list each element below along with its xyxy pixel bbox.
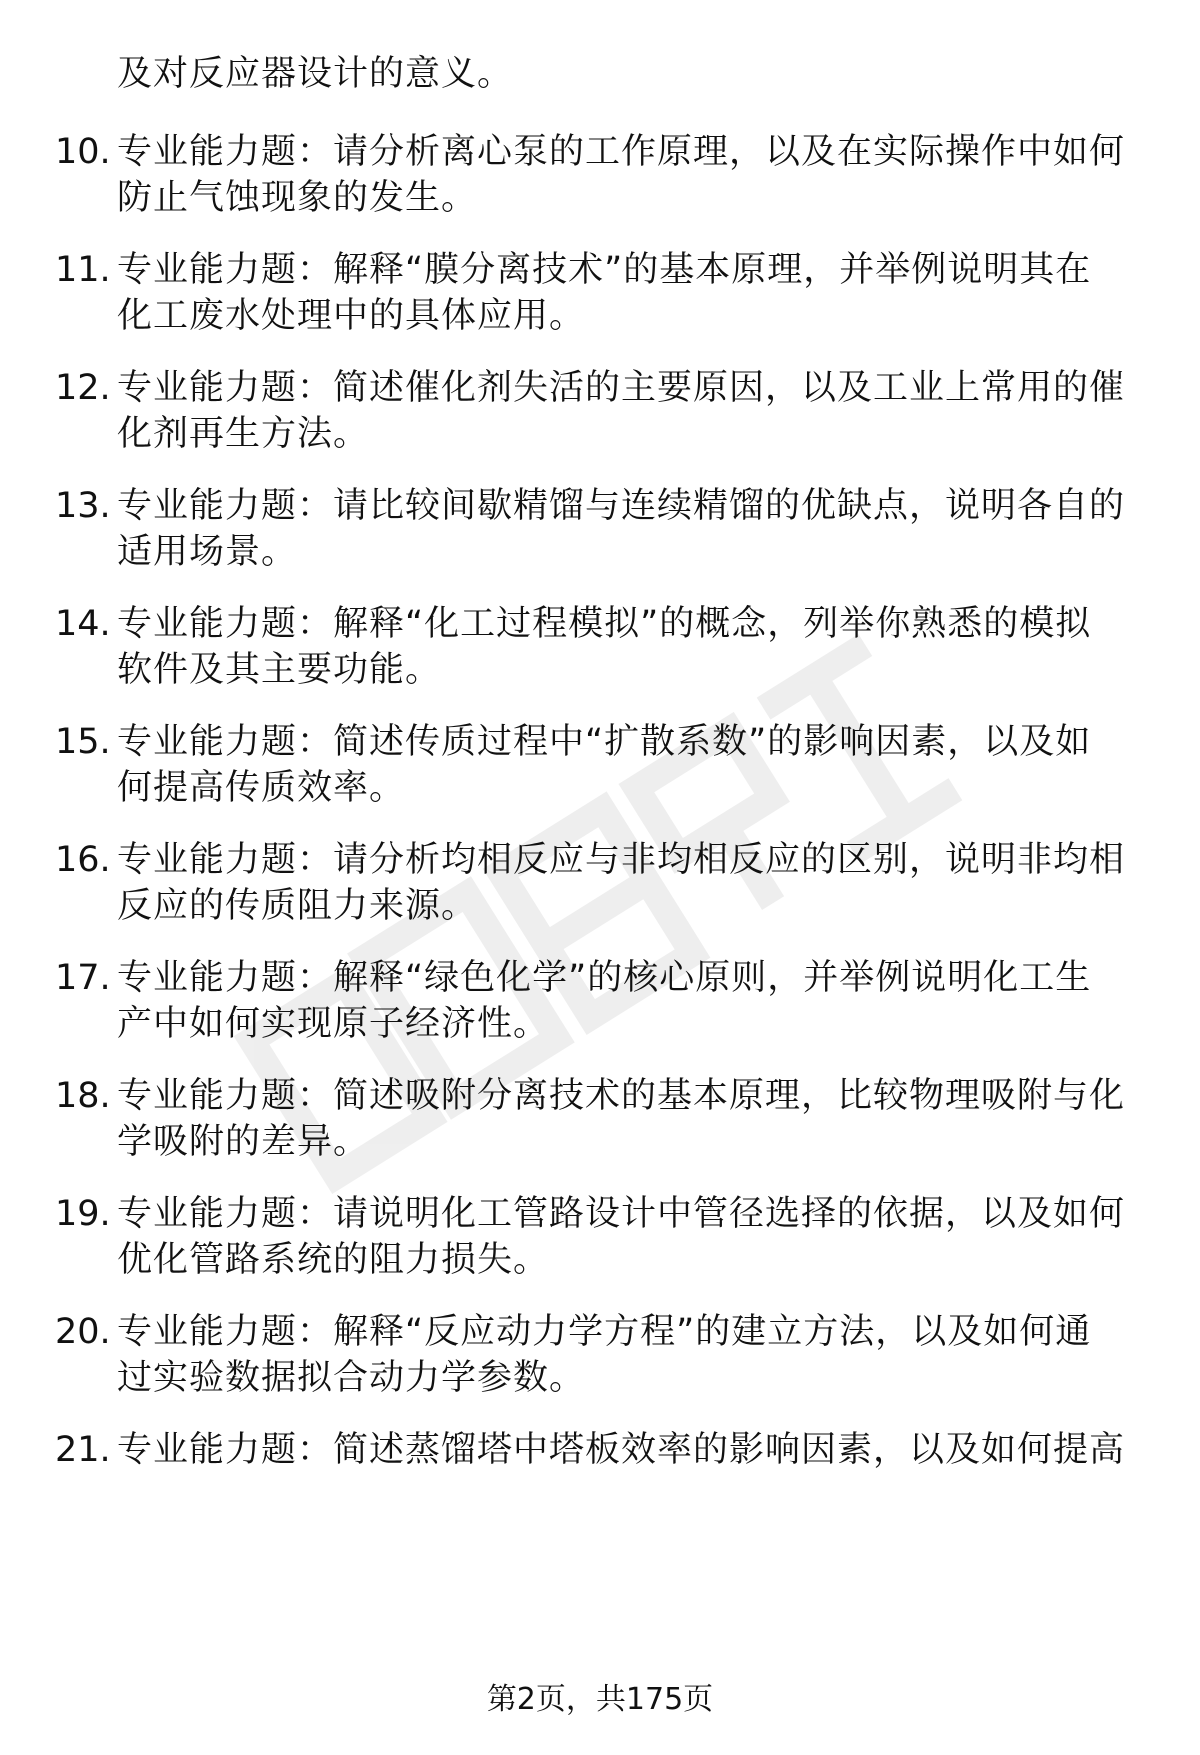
- item-number: 15.: [55, 722, 111, 762]
- item-text-line-2: 产中如何实现原子经济性。: [117, 1004, 550, 1044]
- item-text-line-2: 反应的传质阻力来源。: [117, 886, 478, 926]
- item-text-line-1: 专业能力题：简述催化剂失活的主要原因，以及工业上常用的催: [117, 368, 1126, 408]
- item-text-line-2: 何提高传质效率。: [117, 768, 406, 808]
- item-text-line-2: 防止气蚀现象的发生。: [117, 178, 478, 218]
- item-text-line-1: 专业能力题：请比较间歇精馏与连续精馏的优缺点，说明各自的: [117, 486, 1126, 526]
- item-text-line-1: 专业能力题：简述蒸馏塔中塔板效率的影响因素，以及如何提高: [117, 1430, 1126, 1470]
- continuation-text: 及对反应器设计的意义。: [117, 54, 514, 94]
- item-text-line-1: 专业能力题：解释“膜分离技术”的基本原理，并举例说明其在: [117, 250, 1092, 290]
- item-text-line-2: 化剂再生方法。: [117, 414, 370, 454]
- item-text-line-1: 专业能力题：请说明化工管路设计中管径选择的依据，以及如何: [117, 1194, 1126, 1234]
- item-text-line-1: 专业能力题：解释“反应动力学方程”的建立方法，以及如何通: [117, 1312, 1092, 1352]
- item-text-line-1: 专业能力题：请分析均相反应与非均相反应的区别，说明非均相: [117, 840, 1126, 880]
- item-number: 14.: [55, 604, 111, 644]
- item-text-line-2: 优化管路系统的阻力损失。: [117, 1240, 550, 1280]
- item-text-line-1: 专业能力题：简述吸附分离技术的基本原理，比较物理吸附与化: [117, 1076, 1126, 1116]
- item-text-line-2: 过实验数据拟合动力学参数。: [117, 1358, 586, 1398]
- item-number: 21.: [55, 1430, 111, 1470]
- item-number: 19.: [55, 1194, 111, 1234]
- item-text-line-1: 专业能力题：解释“绿色化学”的核心原则，并举例说明化工生: [117, 958, 1092, 998]
- item-number: 11.: [55, 250, 111, 290]
- item-number: 16.: [55, 840, 111, 880]
- item-number: 13.: [55, 486, 111, 526]
- item-number: 20.: [55, 1312, 111, 1352]
- item-number: 12.: [55, 368, 111, 408]
- item-number: 10.: [55, 132, 111, 172]
- item-number: 18.: [55, 1076, 111, 1116]
- item-text-line-2: 适用场景。: [117, 532, 298, 572]
- item-number: 17.: [55, 958, 111, 998]
- item-text-line-1: 专业能力题：简述传质过程中“扩散系数”的影响因素，以及如: [117, 722, 1092, 762]
- item-text-line-2: 学吸附的差异。: [117, 1122, 370, 1162]
- item-text-line-2: 软件及其主要功能。: [117, 650, 442, 690]
- item-text-line-1: 专业能力题：请分析离心泵的工作原理，以及在实际操作中如何: [117, 132, 1126, 172]
- page-footer: 第2页，共175页: [486, 1682, 714, 1717]
- item-text-line-1: 专业能力题：解释“化工过程模拟”的概念，列举你熟悉的模拟: [117, 604, 1092, 644]
- item-text-line-2: 化工废水处理中的具体应用。: [117, 296, 586, 336]
